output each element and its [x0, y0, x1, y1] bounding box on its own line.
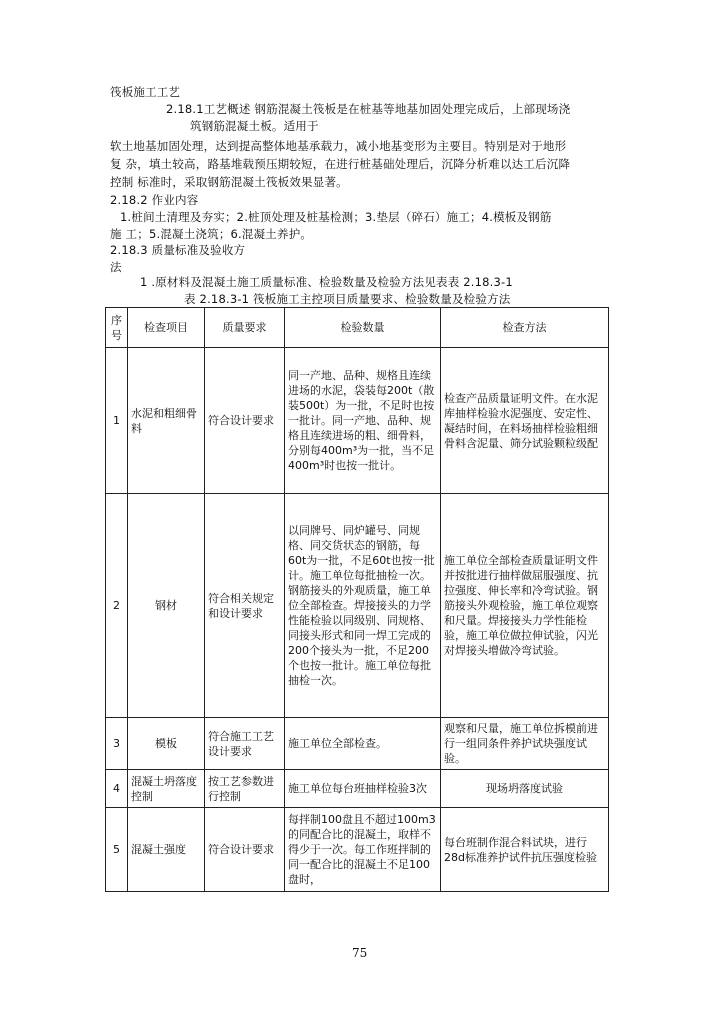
body-line-1: 软土地基加固处理，达到提高整体地基承载力，减小地基变形为主要目。特别是对于地形	[110, 139, 567, 153]
cell-method: 施工单位全部检查质量证明文件并按批进行抽样做屈服强度、抗拉强度、伸长率和冷弯试验。钢筋接头外观检验，施工单位观察和尺量。焊接接头力学性能检验，施工单位做拉伸试验，闪光对焊接头增做冷弯试验。	[441, 494, 609, 718]
cell-method: 观察和尺量，施工单位拆模前进行一组同条件养护试块强度试验。	[441, 718, 609, 770]
cell-method: 检查产品质量证明文件。在水泥库抽样检验水泥强度、安定性、凝结时间，在料场抽样检验粗细骨料含泥量、筛分试验颗粒级配	[441, 348, 609, 494]
cell-requirement: 符合设计要求	[205, 808, 285, 892]
header-item: 检查项目	[128, 308, 205, 348]
table-row	[106, 348, 609, 494]
cell-no: 4	[106, 770, 128, 808]
work-content-line-1: 1.桩间土清理及夯实；2.桩顶处理及桩基检测；3.垫层（碎石）施工；4.模板及钢筋	[120, 210, 552, 224]
cell-quantity: 施工单位全部检查。	[285, 718, 441, 770]
section-heading-2183: 2.18.3 质量标准及验收方	[110, 243, 246, 257]
cell-quantity: 每拌制100盘且不超过100m3的同配合比的混凝土，取样不得少于一次。每工作班拌制的同一配合比的混凝土不足100盘时，	[285, 808, 441, 892]
table-row	[106, 494, 609, 718]
cell-item: 混凝土强度	[128, 808, 205, 892]
list-item-1: 1 .原材料及混凝土施工质量标准、检验数量及检验方法见表表 2.18.3-1	[140, 275, 513, 289]
cell-item: 水泥和粗细骨料	[128, 348, 205, 494]
table-row	[106, 770, 609, 808]
cell-method: 每台班制作混合料试块，进行28d标准养护试件抗压强度检验	[441, 808, 609, 892]
overview-line-1: 2.18.1工艺概述 钢筋混凝土筏板是在桩基等地基加固处理完成后，上部现场浇	[166, 102, 571, 116]
section-heading-2182: 2.18.2 作业内容	[110, 193, 199, 207]
overview-line-2: 筑钢筋混凝土板。适用于	[190, 119, 319, 133]
table-row	[106, 808, 609, 892]
header-requirement: 质量要求	[205, 308, 285, 348]
cell-item: 模板	[128, 718, 205, 770]
cell-item: 混凝土坍落度控制	[128, 770, 205, 808]
body-line-2: 复 杂，填土较高，路基堆载预压期较短，在进行桩基础处理后，沉降分析难以达工后沉降	[110, 157, 571, 171]
cell-item: 钢材	[128, 494, 205, 718]
header-quantity: 检验数量	[285, 308, 441, 348]
cell-no: 1	[106, 348, 128, 494]
cell-requirement: 符合设计要求	[205, 348, 285, 494]
cell-requirement: 符合相关规定和设计要求	[205, 494, 285, 718]
quality-table	[105, 307, 609, 892]
cell-quantity: 施工单位每台班抽样检验3次	[285, 770, 441, 808]
work-content-line-2: 施 工；5.混凝土浇筑；6.混凝土养护。	[110, 227, 313, 241]
table-header-row	[106, 308, 609, 348]
cell-method: 现场坍落度试验	[441, 770, 609, 808]
table-caption: 表 2.18.3-1 筏板施工主控项目质量要求、检验数量及检验方法	[184, 292, 511, 306]
page-number: 75	[352, 946, 368, 960]
cell-requirement: 符合施工工艺设计要求	[205, 718, 285, 770]
cell-requirement: 按工艺参数进行控制	[205, 770, 285, 808]
cell-no: 5	[106, 808, 128, 892]
cell-quantity: 以同牌号、同炉罐号、同规格、同交货状态的钢筋，每60t为一批，不足60t也按一批计。施工单位每批抽检一次。钢筋接头的外观质量，施工单位全部检查。焊接接头的力学性能检验以同级别、同规格、同接头形式和同一焊工完成的200个接头为一批，不足200个也按一批计。施工单位每批抽检一次。	[285, 494, 441, 718]
cell-no: 3	[106, 718, 128, 770]
body-line-3: 控制 标准时，采取钢筋混凝土筏板效果显著。	[110, 175, 348, 189]
page-heading: 筏板施工工艺	[110, 85, 181, 99]
cell-quantity: 同一产地、品种、规格且连续进场的水泥，袋装每200t（散装500t）为一批，不足时也按一批计。同一产地、品种、规格且连续进场的粗、细骨料，分别每400m³为一批，当不足400m³时也按一批计。	[285, 348, 441, 494]
section-heading-2183-cont: 法	[110, 260, 122, 274]
table-row	[106, 718, 609, 770]
header-method: 检查方法	[441, 308, 609, 348]
header-no: 序号	[106, 308, 128, 348]
cell-no: 2	[106, 494, 128, 718]
